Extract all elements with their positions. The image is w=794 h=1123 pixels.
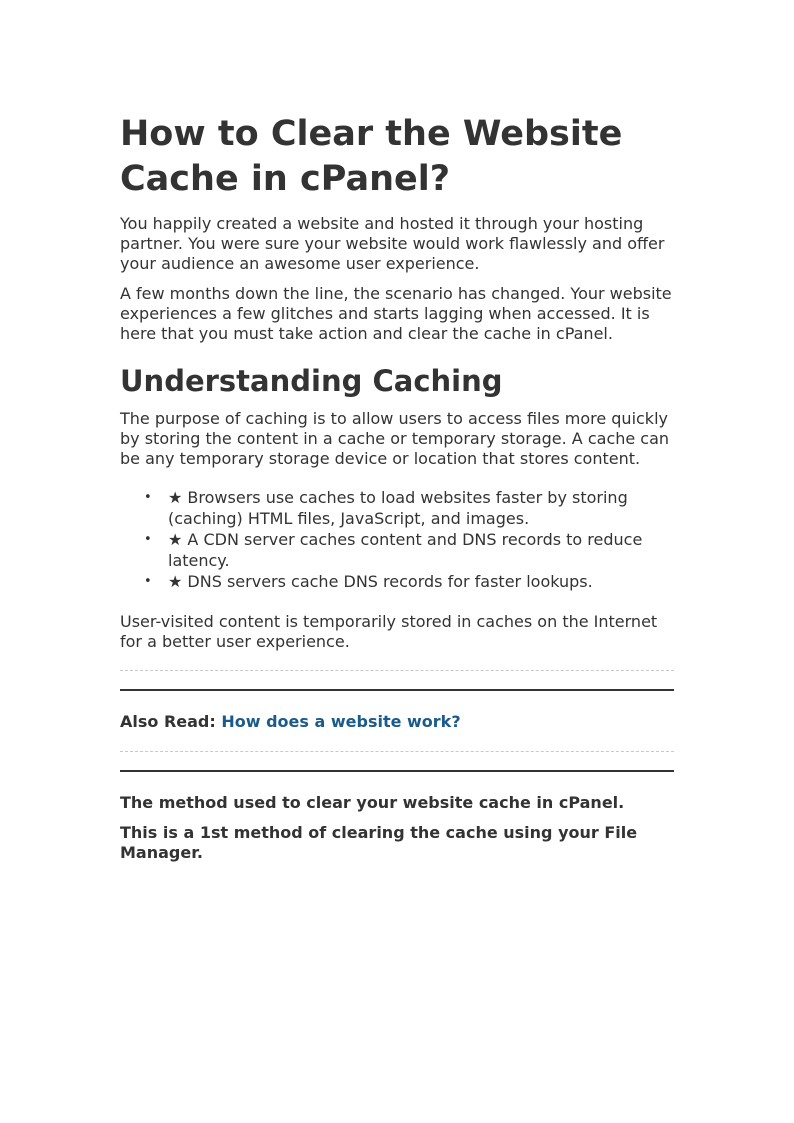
method-subheading: This is a 1st method of clearing the cache using your File Manager. [120, 823, 638, 862]
list-item: • ★ DNS servers cache DNS records for faster lookups. [168, 571, 674, 592]
intro-paragraph-2: A few months down the line, the scenario has changed. Your website experiences a few glitches and starts lagging when accessed. It is here that you must take action and clear the cache in cPanel. [120, 284, 672, 343]
closing-paragraph: User-visited content is temporarily stored in caches on the Internet for a better user experience. [120, 612, 658, 651]
dashed-divider [120, 670, 674, 671]
section-paragraph: The purpose of caching is to allow users to access files more quickly by storing the content in a cache or temporary storage. A cache can be any temporary storage device or location that stores content. [120, 409, 670, 468]
page-title: How to Clear the Website Cache in cPanel? [120, 114, 623, 199]
dashed-divider [120, 751, 674, 752]
bullet-list [120, 487, 674, 592]
also-read-link[interactable]: How does a website work? [221, 712, 461, 731]
article [120, 112, 674, 873]
section-heading: Understanding Caching [120, 364, 503, 398]
also-read-label: Also Read: [120, 712, 216, 731]
list-item: • ★ A CDN server caches content and DNS records to reduce latency. [168, 529, 674, 571]
list-item: • ★ Browsers use caches to load websites faster by storing (caching) HTML files, JavaScript, and images. [168, 487, 674, 529]
solid-divider [120, 689, 674, 691]
solid-divider [120, 770, 674, 772]
method-heading: The method used to clear your website cache in cPanel. [120, 793, 625, 812]
intro-paragraph-1: You happily created a website and hosted it through your hosting partner. You were sure your website would work flawlessly and offer your audience an awesome user experience. [120, 214, 665, 273]
also-read [120, 712, 674, 732]
